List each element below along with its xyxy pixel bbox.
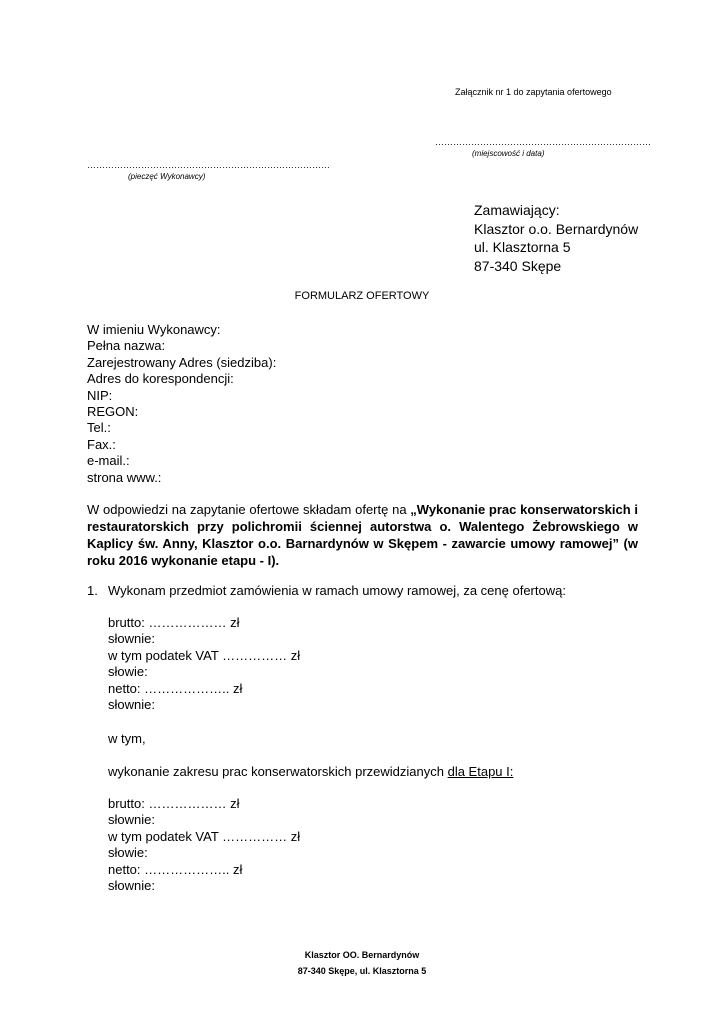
offer-paragraph: [87, 501, 638, 569]
contractor-field: REGON:: [87, 404, 139, 420]
footer-line-2: 87-340 Skępe, ul. Klasztorna 5: [297, 966, 427, 976]
stage-text: wykonanie zakresu prac konserwatorskich przewidzianych: [108, 764, 448, 779]
contractor-field: W imieniu Wykonawcy:: [87, 322, 221, 337]
contractor-field: e-mail.:: [87, 453, 130, 469]
ordering-party-city: 87-340 Skępe: [474, 257, 562, 274]
item1-text: Wykonam przedmiot zamówienia w ramach umowy ramowej, za cenę ofertową:: [108, 583, 566, 598]
price-line: słownie:: [108, 812, 155, 828]
form-title: FORMULARZ OFERTOWY: [294, 290, 430, 302]
contractor-field: Pełna nazwa:: [87, 338, 166, 354]
price-line: w tym podatek VAT …………… zł: [108, 647, 301, 663]
price-line: słownie:: [108, 878, 155, 894]
price-line: netto: ……………….. zł: [108, 680, 243, 696]
contractor-fields: [87, 322, 276, 486]
price-line: słowie:: [108, 845, 148, 861]
item1-number: 1.: [87, 583, 98, 598]
price-line: słowie:: [108, 664, 148, 680]
footer-line-1: Klasztor OO. Bernardynów: [304, 950, 420, 960]
w-tym-label: w tym,: [108, 731, 146, 746]
ordering-party-name: Klasztor o.o. Bernardynów: [474, 220, 639, 237]
contractor-field: Tel.:: [87, 420, 111, 436]
ordering-party-block: [474, 201, 638, 275]
place-date-caption: (miejscowość i data): [472, 149, 545, 158]
contractor-field: strona www.:: [87, 469, 162, 485]
price-line: brutto: ……………… zł: [108, 796, 240, 811]
stamp-caption: (pieczęć Wykonawcy): [128, 172, 206, 181]
price-line: w tym podatek VAT …………… zł: [108, 828, 301, 844]
place-date-dots: ………………………………………………………………: [435, 137, 651, 147]
price-block-1: [108, 615, 300, 713]
stage-line: [108, 764, 513, 780]
ordering-party-street: ul. Klasztorna 5: [474, 239, 571, 255]
offer-subject: „Wykonanie prac konserwatorskich i restauratorskich przy polichromii ściennej autorstwa o. Walentego Żebrowskiego w Kaplicy św. Anny, Klasztor o.o. Barnardynów w Skępem - zawarcie umowy ramowej” (w roku 2016 wykonanie etapu - I).: [87, 502, 638, 568]
price-block-2: [108, 796, 300, 894]
price-line: brutto: ……………… zł: [108, 615, 240, 630]
attachment-note: Załącznik nr 1 do zapytania ofertowego: [455, 87, 612, 97]
stamp-dots: ………………………………………………………………………: [87, 160, 330, 170]
contractor-field: Fax.:: [87, 436, 116, 452]
price-line: słownie:: [108, 631, 155, 647]
price-line: netto: ……………….. zł: [108, 861, 243, 877]
ordering-party-label: Zamawiający:: [474, 202, 560, 218]
price-line: słownie:: [108, 697, 155, 713]
contractor-field: Adres do korespondencji:: [87, 371, 234, 387]
contractor-field: Zarejestrowany Adres (siedziba):: [87, 354, 277, 370]
offer-intro: W odpowiedzi na zapytanie ofertowe składam ofertę na: [87, 502, 411, 517]
stage-underlined: dla Etapu I:: [447, 764, 514, 779]
contractor-field: NIP:: [87, 387, 113, 403]
